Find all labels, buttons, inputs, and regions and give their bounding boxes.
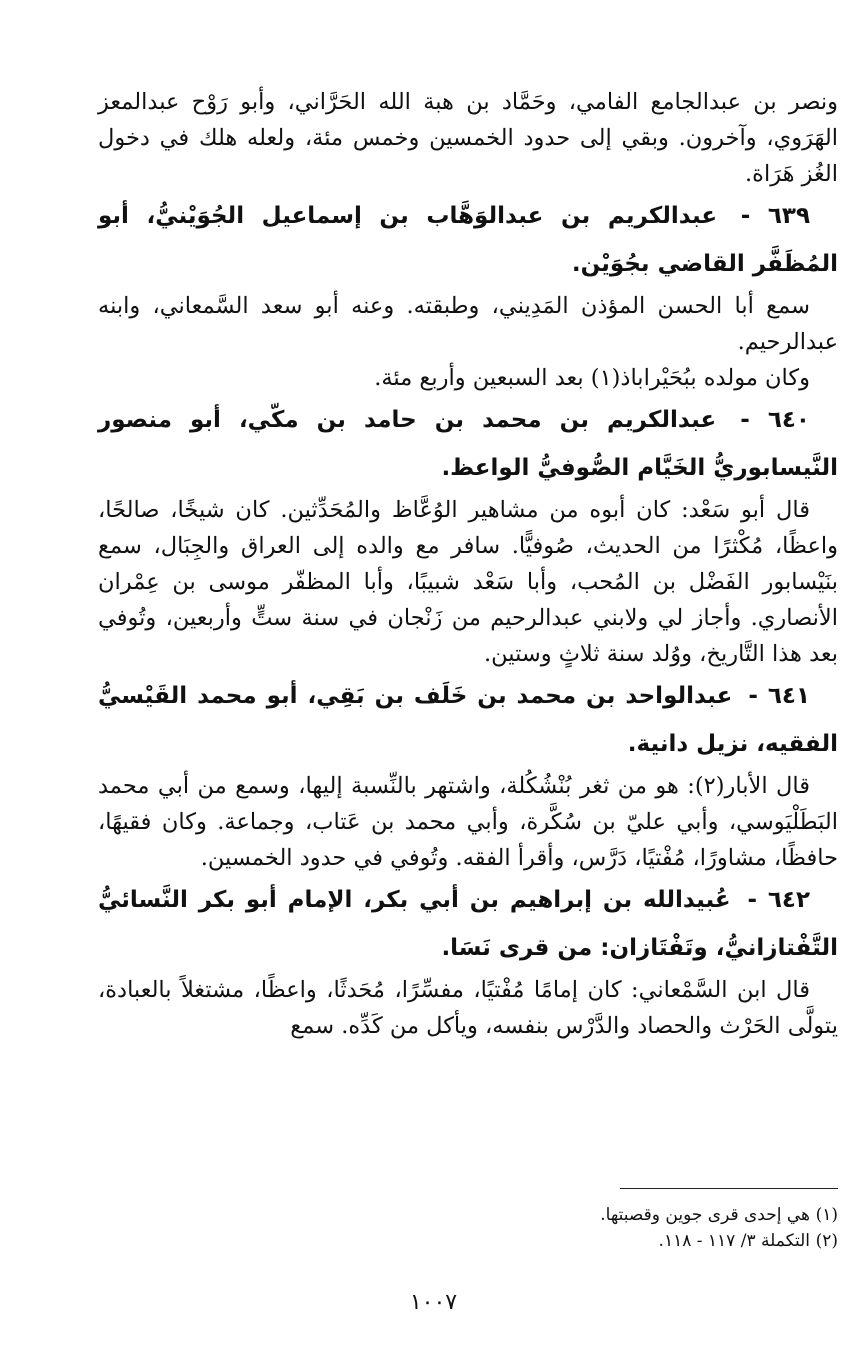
footnote-text: هي إحدى قرى جوين وقصبتها. [600, 1205, 810, 1225]
entry-number: ٦٤٠ - [740, 407, 810, 433]
page-body [98, 84, 838, 1044]
paragraph: سمع أبا الحسن المؤذن المَدِيني، وطبقته. وعنه أبو سعد السَّمعاني، وابنه عبدالرحيم. [98, 293, 838, 355]
entry-number: ٦٤١ - [748, 683, 810, 709]
paragraph: قال ابن السَّمْعاني: كان إمامًا مُفْتيًا، مفسِّرًا، مُحَدثًا، واعظًا، مشتغلاً بالعبادة، يتولَّى الحَرْث والحصاد والدَّرْس بنفسه، ويأكل من كَدِّه. سمع [98, 977, 838, 1039]
paragraph: قال أبو سَعْد: كان أبوه من مشاهير الوُعَّاظ والمُحَدِّثين. كان شيخًا، صالحًا، واعظًا، مُكْثرًا من الحديث، صُوفيًّا. سافر مع والده إلى العراق والجِبَال، سمع بنَيْسابور الفَضْل بن المُحب، وأبا سَعْد شبيبًا، وأبا المظفّر موسى بن عِمْران الأنصاري. وأجاز لي ولابني عبدالرحيم من زَنْجان في سنة ستٍّ وأربعين، وتُوفي بعد هذا التَّاريخ، ووُلد سنة ثلاثٍ وستين. [98, 497, 838, 667]
entry-title: عبدالواحد بن محمد بن خَلَف بن بَقِي، أبو محمد القَيْسيُّ الفقيه، نزيل دانية. [98, 683, 838, 757]
footnote-number: (١) [815, 1205, 838, 1225]
footnote-number: (٢) [815, 1231, 838, 1251]
entry-number: ٦٣٩ - [740, 203, 810, 229]
entry-heading [98, 876, 838, 972]
footnote-text: التكملة ٣/ ١١٧ - ١١٨. [658, 1231, 810, 1251]
entry-title: عُبيدالله بن إبراهيم بن أبي بكر، الإمام أبو بكر النَّسائيُّ التَّفْتازانيُّ، وتَفْتَازان: من قرى نَسَا. [98, 887, 838, 961]
footnote-divider [620, 1188, 838, 1189]
paragraph: ونصر بن عبدالجامع الفامي، وحَمَّاد بن هبة الله الحَرَّاني، وأبو رَوْح عبدالمعز الهَرَوي، وآخرون. وبقي إلى حدود الخمسين وخمس مئة، ولعله هلك في دخول الغُز هَرَاة. [98, 89, 838, 187]
paragraph: قال الأبار(٢): هو من ثغر بُنْشُكُلة، واشتهر بالنِّسبة إليها، وسمع من أبي محمد البَطَلْيَوسي، وأبي عليّ بن سُكَّرة، وأبي محمد بن عَتاب، وجماعة. وكان فقيهًا، حافظًا، مشاورًا، مُفْتيًا، دَرَّس، وأقرأ الفقه. وتُوفي في حدود الخمسين. [98, 773, 838, 871]
entry-heading [98, 396, 838, 492]
footnotes [380, 1202, 838, 1254]
entry-number: ٦٤٢ - [747, 887, 810, 913]
entry-title: عبدالكريم بن عبدالوَهَّاب بن إسماعيل الجُوَيْنيُّ، أبو المُظَفَّر القاضي بجُوَيْن. [98, 203, 838, 277]
footnote [380, 1228, 838, 1254]
paragraph: وكان مولده ببُحَيْراباذ(١) بعد السبعين وأربع مئة. [374, 365, 810, 391]
entry-heading [98, 672, 838, 768]
footnote [380, 1202, 838, 1228]
page-number: ١٠٠٧ [409, 1290, 458, 1315]
entry-title: عبدالكريم بن محمد بن حامد بن مكّي، أبو منصور النَّيسابوريُّ الخَيَّام الصُّوفيُّ الواعظ. [98, 407, 838, 481]
entry-heading [98, 192, 838, 288]
